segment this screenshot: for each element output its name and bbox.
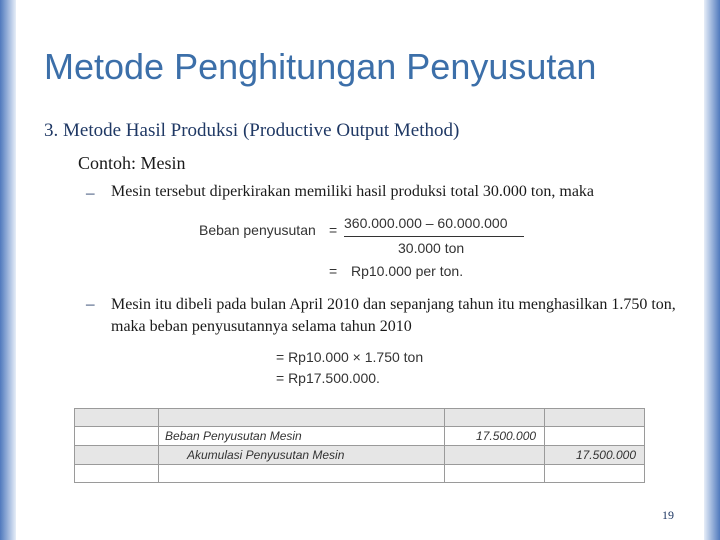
fraction-line <box>344 236 524 237</box>
table-row <box>75 465 645 483</box>
bullet-2-text: Mesin itu dibeli pada bulan April 2010 dan sepanjang tahun itu menghasilkan 1.750 ton, maka beban penyusutannya selama tahun 2010 <box>111 296 676 335</box>
formula1-numerator: 360.000.000 – 60.000.000 <box>344 215 508 231</box>
formula2-line2: = Rp17.500.000. <box>276 370 380 386</box>
debit-amount: 17.500.000 <box>476 429 537 443</box>
journal-entry-table <box>74 408 645 483</box>
formula1-denominator: 30.000 ton <box>398 240 465 256</box>
table-row <box>75 409 645 427</box>
slide-title: Metode Penghitungan Penyusutan <box>44 46 597 87</box>
bullet-dash-1: – <box>86 183 95 202</box>
debit-account: Beban Penyusutan Mesin <box>164 429 302 443</box>
credit-account: Akumulasi Penyusutan Mesin <box>186 448 345 462</box>
formula1-label: Beban penyusutan <box>199 222 316 238</box>
right-border-gradient <box>704 0 720 540</box>
table-row <box>75 446 645 465</box>
bullet-dash-2: – <box>86 294 95 313</box>
formula1-equals-1: = <box>329 222 338 238</box>
table-row <box>75 427 645 446</box>
credit-amount: 17.500.000 <box>575 448 636 462</box>
page-number: 19 <box>662 508 674 522</box>
left-border-gradient <box>0 0 16 540</box>
section-heading: 3. Metode Hasil Produksi (Productive Output Method) <box>44 120 460 141</box>
formula1-result: Rp10.000 per ton. <box>351 263 464 279</box>
formula2-line1: = Rp10.000 × 1.750 ton <box>276 349 424 365</box>
example-label: Contoh: Mesin <box>78 153 186 173</box>
bullet-1-text: Mesin tersebut diperkirakan memiliki hasil produksi total 30.000 ton, maka <box>111 183 595 200</box>
formula1-equals-2: = <box>329 263 338 279</box>
